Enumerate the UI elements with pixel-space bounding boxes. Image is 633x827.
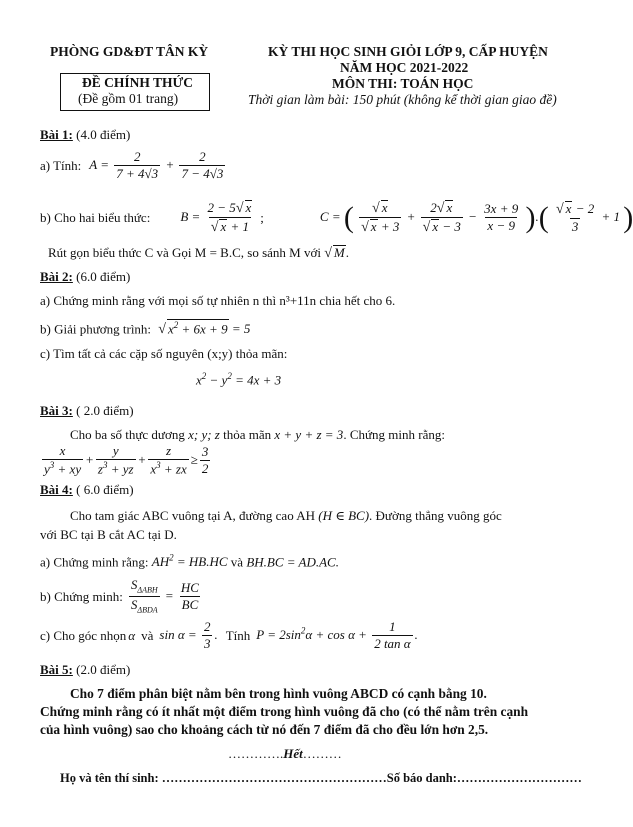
bai2-b-label: b) Giải phương trình:: [40, 321, 152, 337]
bai2-heading: [40, 269, 130, 285]
bai3-intro: Cho ba số thực dương x; y; z thỏa mãn x + y + z = 3. Chứng minh rằng:: [70, 427, 445, 442]
bai5-line-1: Cho 7 điểm phân biệt nằm bên trong hình vuông ABCD có cạnh bằng 10.: [70, 686, 487, 701]
time-note: Thời gian làm bài: 150 phút (không kể thời gian giao đề): [248, 92, 557, 107]
bai5-points: (2.0 điểm): [72, 662, 131, 677]
expr-a: A = $\frac{2}{7 + 4√3}$ + $\frac{2}{7 - 4√3}$: [89, 149, 224, 182]
bai2-a: a) Chứng minh rằng với mọi số tự nhiên n thì n³+11n chia hết cho 6.: [40, 293, 396, 308]
official-label: ĐỀ CHÍNH THỨC: [82, 75, 194, 90]
bai1-title: Bài 1:: [40, 127, 73, 142]
bai1-task-text: Rút gọn biểu thức C và Gọi M = B.C, so sánh M với: [48, 245, 321, 260]
end-marker: ………….Hết………: [228, 746, 342, 761]
bai4-b: b) Chứng minh: $\frac{S_{\Delta ABH}}{S_{\Delta BDA}}$ = $\frac{HC}{BC}$: [40, 577, 199, 615]
bai1-task-end: .: [345, 245, 349, 260]
bai3-heading: [40, 403, 134, 419]
bai1-b-label: b) Cho hai biểu thức:: [40, 209, 151, 225]
bai1-task: Rút gọn biểu thức C và Gọi M = B.C, so sánh M với √ M.: [48, 245, 349, 261]
bai4-title: Bài 4:: [40, 482, 73, 497]
bai5-heading: [40, 662, 130, 678]
bai2-c: c) Tìm tất cả các cặp số nguyên (x;y) thỏa mãn:: [40, 346, 288, 361]
subject: MÔN THI: TOÁN HỌC: [332, 76, 474, 91]
expr-b: B = $\frac{2 - 5√ x}{√ x + 1}$: [180, 200, 252, 236]
bai1-points: (4.0 điểm): [72, 127, 131, 142]
office-name: PHÒNG GD&ĐT TÂN KỲ: [50, 44, 209, 59]
school-year: NĂM HỌC 2021-2022: [340, 60, 469, 75]
pages-note: (Đề gồm 01 trang): [78, 91, 179, 106]
end-word: Hết: [283, 746, 303, 761]
bai1-a-label: a) Tính:: [40, 157, 82, 173]
bai1-heading: [40, 127, 130, 143]
bai5-title: Bài 5:: [40, 662, 73, 677]
bai3-title: Bài 3:: [40, 403, 73, 418]
bai1-semicolon: ;: [260, 209, 264, 225]
bai3-points: ( 2.0 điểm): [72, 403, 134, 418]
bai2-points: (6.0 điểm): [72, 269, 131, 284]
bai2-c-equation: $x^2 - y^2 = 4x + 3$: [196, 371, 282, 388]
bai4-points: ( 6.0 điểm): [72, 482, 134, 497]
bai2-title: Bài 2:: [40, 269, 73, 284]
bai5-line-3: của hình vuông) sao cho khoảng cách từ nó đến 7 điểm đã cho đều lớn hơn 2,5.: [40, 722, 489, 737]
exam-title: KỲ THI HỌC SINH GIỎI LỚP 9, CẤP HUYỆN: [268, 44, 548, 59]
bai1-a: [40, 150, 227, 182]
bai4-heading: [40, 482, 134, 498]
bai2-b: b) Giải phương trình: √ $x^2 + 6x + 9 = 5$: [40, 320, 251, 338]
expr-c: C = ( $\frac{√ x}{√ x + 3}$ + $\frac{2√ x}{√ x - 3}$ − $\frac{3x + 9}{x - 9}$ ).( $\frac{√ x - 2}{3}$ + 1 ): [319, 200, 633, 236]
bai4-intro: Cho tam giác ABC vuông tại A, đường cao AH (H ∈ BC). Đường thẳng vuông góc: [70, 508, 502, 523]
bai4-c: c) Cho góc nhọn α và sin α = $\frac{2}{3}$ . Tính $P = 2\sin^2\alpha + \cos \alpha$ + $\frac{1}{\text{2 tan α}}$ .: [40, 619, 418, 652]
bai5-line-2: Chứng minh rằng có ít nhất một điểm trong hình vuông đã cho (có thể nằm trên cạnh: [40, 704, 529, 719]
bai4-intro-2: với BC tại B cắt AC tại D.: [40, 527, 177, 542]
candidate-line: Họ và tên thí sinh: ………………………………………………Số báo danh:…………………………: [60, 771, 582, 785]
bai4-a: a) Chứng minh rằng: $AH^2 = HB.HC$ và BH.BC = AD.AC.: [40, 553, 339, 570]
bai1-b: [40, 200, 633, 236]
bai3-inequality: $\frac{x}{y^3 + xy}$ + $\frac{y}{z^3 + yz}$ + $\frac{z}{x^3 + zx}$ ≥ $\frac{3}{2}$: [44, 443, 209, 477]
